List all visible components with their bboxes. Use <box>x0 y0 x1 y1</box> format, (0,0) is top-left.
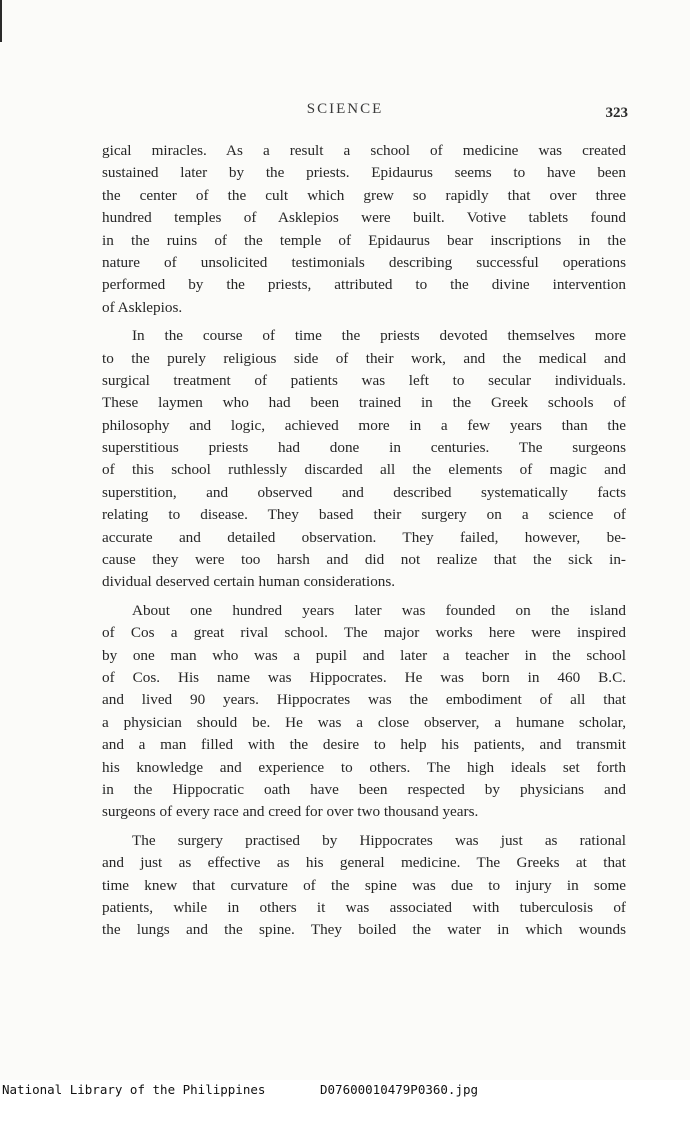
text-line: the lungs and the spine. They boiled the water in which wounds <box>102 921 626 939</box>
paragraph <box>102 140 626 319</box>
library-name: National Library of the Philippines <box>2 1082 266 1097</box>
text-line: hundred temples of Asklepios were built. Votive tablets found <box>102 209 626 227</box>
text-line: in the ruins of the temple of Epidaurus bear inscriptions in the <box>102 231 626 249</box>
text-line: surgeons of every race and creed for over two thousand years. <box>102 803 479 821</box>
text-line: a physician should be. He was a close observer, a humane scholar, <box>102 713 626 731</box>
text-line: dividual deserved certain human considerations. <box>102 573 396 591</box>
text-line: philosophy and logic, achieved more in a few years than the <box>102 416 626 434</box>
text-line: performed by the priests, attributed to the divine intervention <box>102 276 626 294</box>
text-line: by one man who was a pupil and later a teacher in the school <box>102 646 626 664</box>
text-line: of Cos. His name was Hippocrates. He was born in 460 B.C. <box>102 668 626 686</box>
text-line: The surgery practised by Hippocrates was just as rational <box>132 831 626 849</box>
text-line: surgical treatment of patients was left to secular individuals. <box>102 371 626 389</box>
text-line: his knowledge and experience to others. The high ideals set forth <box>102 758 626 776</box>
text-line: to the purely religious side of their work, and the medical and <box>102 349 626 367</box>
running-head <box>0 101 690 125</box>
text-line: in the Hippocratic oath have been respected by physicians and <box>102 780 626 798</box>
text-line: of Asklepios. <box>102 298 183 316</box>
text-line: the center of the cult which grew so rapidly that over three <box>102 186 626 204</box>
file-id: D07600010479P0360.jpg <box>320 1082 479 1097</box>
running-title: SCIENCE <box>306 101 384 117</box>
page-edge-mark <box>0 0 2 42</box>
text-line: and just as effective as his general medicine. The Greeks at that <box>102 854 626 872</box>
page-number: 323 <box>605 105 628 121</box>
text-line: accurate and detailed observation. They failed, however, be- <box>102 528 626 546</box>
text-line: nature of unsolicited testimonials describing successful operations <box>102 253 626 271</box>
text-line: time knew that curvature of the spine was due to injury in some <box>102 876 626 894</box>
text-line: gical miracles. As a result a school of medicine was created <box>102 142 626 159</box>
text-line: relating to disease. They based their surgery on a science of <box>102 506 626 524</box>
text-line: cause they were too harsh and did not realize that the sick in- <box>102 551 626 569</box>
text-line: patients, while in others it was associated with tuberculosis of <box>102 898 626 916</box>
text-line: superstitious priests had done in centuries. The surgeons <box>102 439 626 457</box>
text-line: and lived 90 years. Hippocrates was the embodiment of all that <box>102 691 626 709</box>
text-line: These laymen who had been trained in the Greek schools of <box>102 394 626 412</box>
body-text <box>102 140 626 942</box>
text-line: sustained later by the priests. Epidaurus seems to have been <box>102 164 626 182</box>
text-line: of this school ruthlessly discarded all the elements of magic and <box>102 461 626 479</box>
paragraph <box>102 830 626 942</box>
text-line: In the course of time the priests devoted themselves more <box>132 327 626 345</box>
text-line: and a man filled with the desire to help his patients, and transmit <box>102 736 626 754</box>
scan-footer <box>2 1082 688 1097</box>
text-line: of Cos a great rival school. The major works here were inspired <box>102 624 626 642</box>
text-line: superstition, and observed and described systematically facts <box>102 483 626 501</box>
text-line: About one hundred years later was founded on the island <box>132 601 626 619</box>
paragraph <box>102 325 626 594</box>
paragraph <box>102 600 626 824</box>
